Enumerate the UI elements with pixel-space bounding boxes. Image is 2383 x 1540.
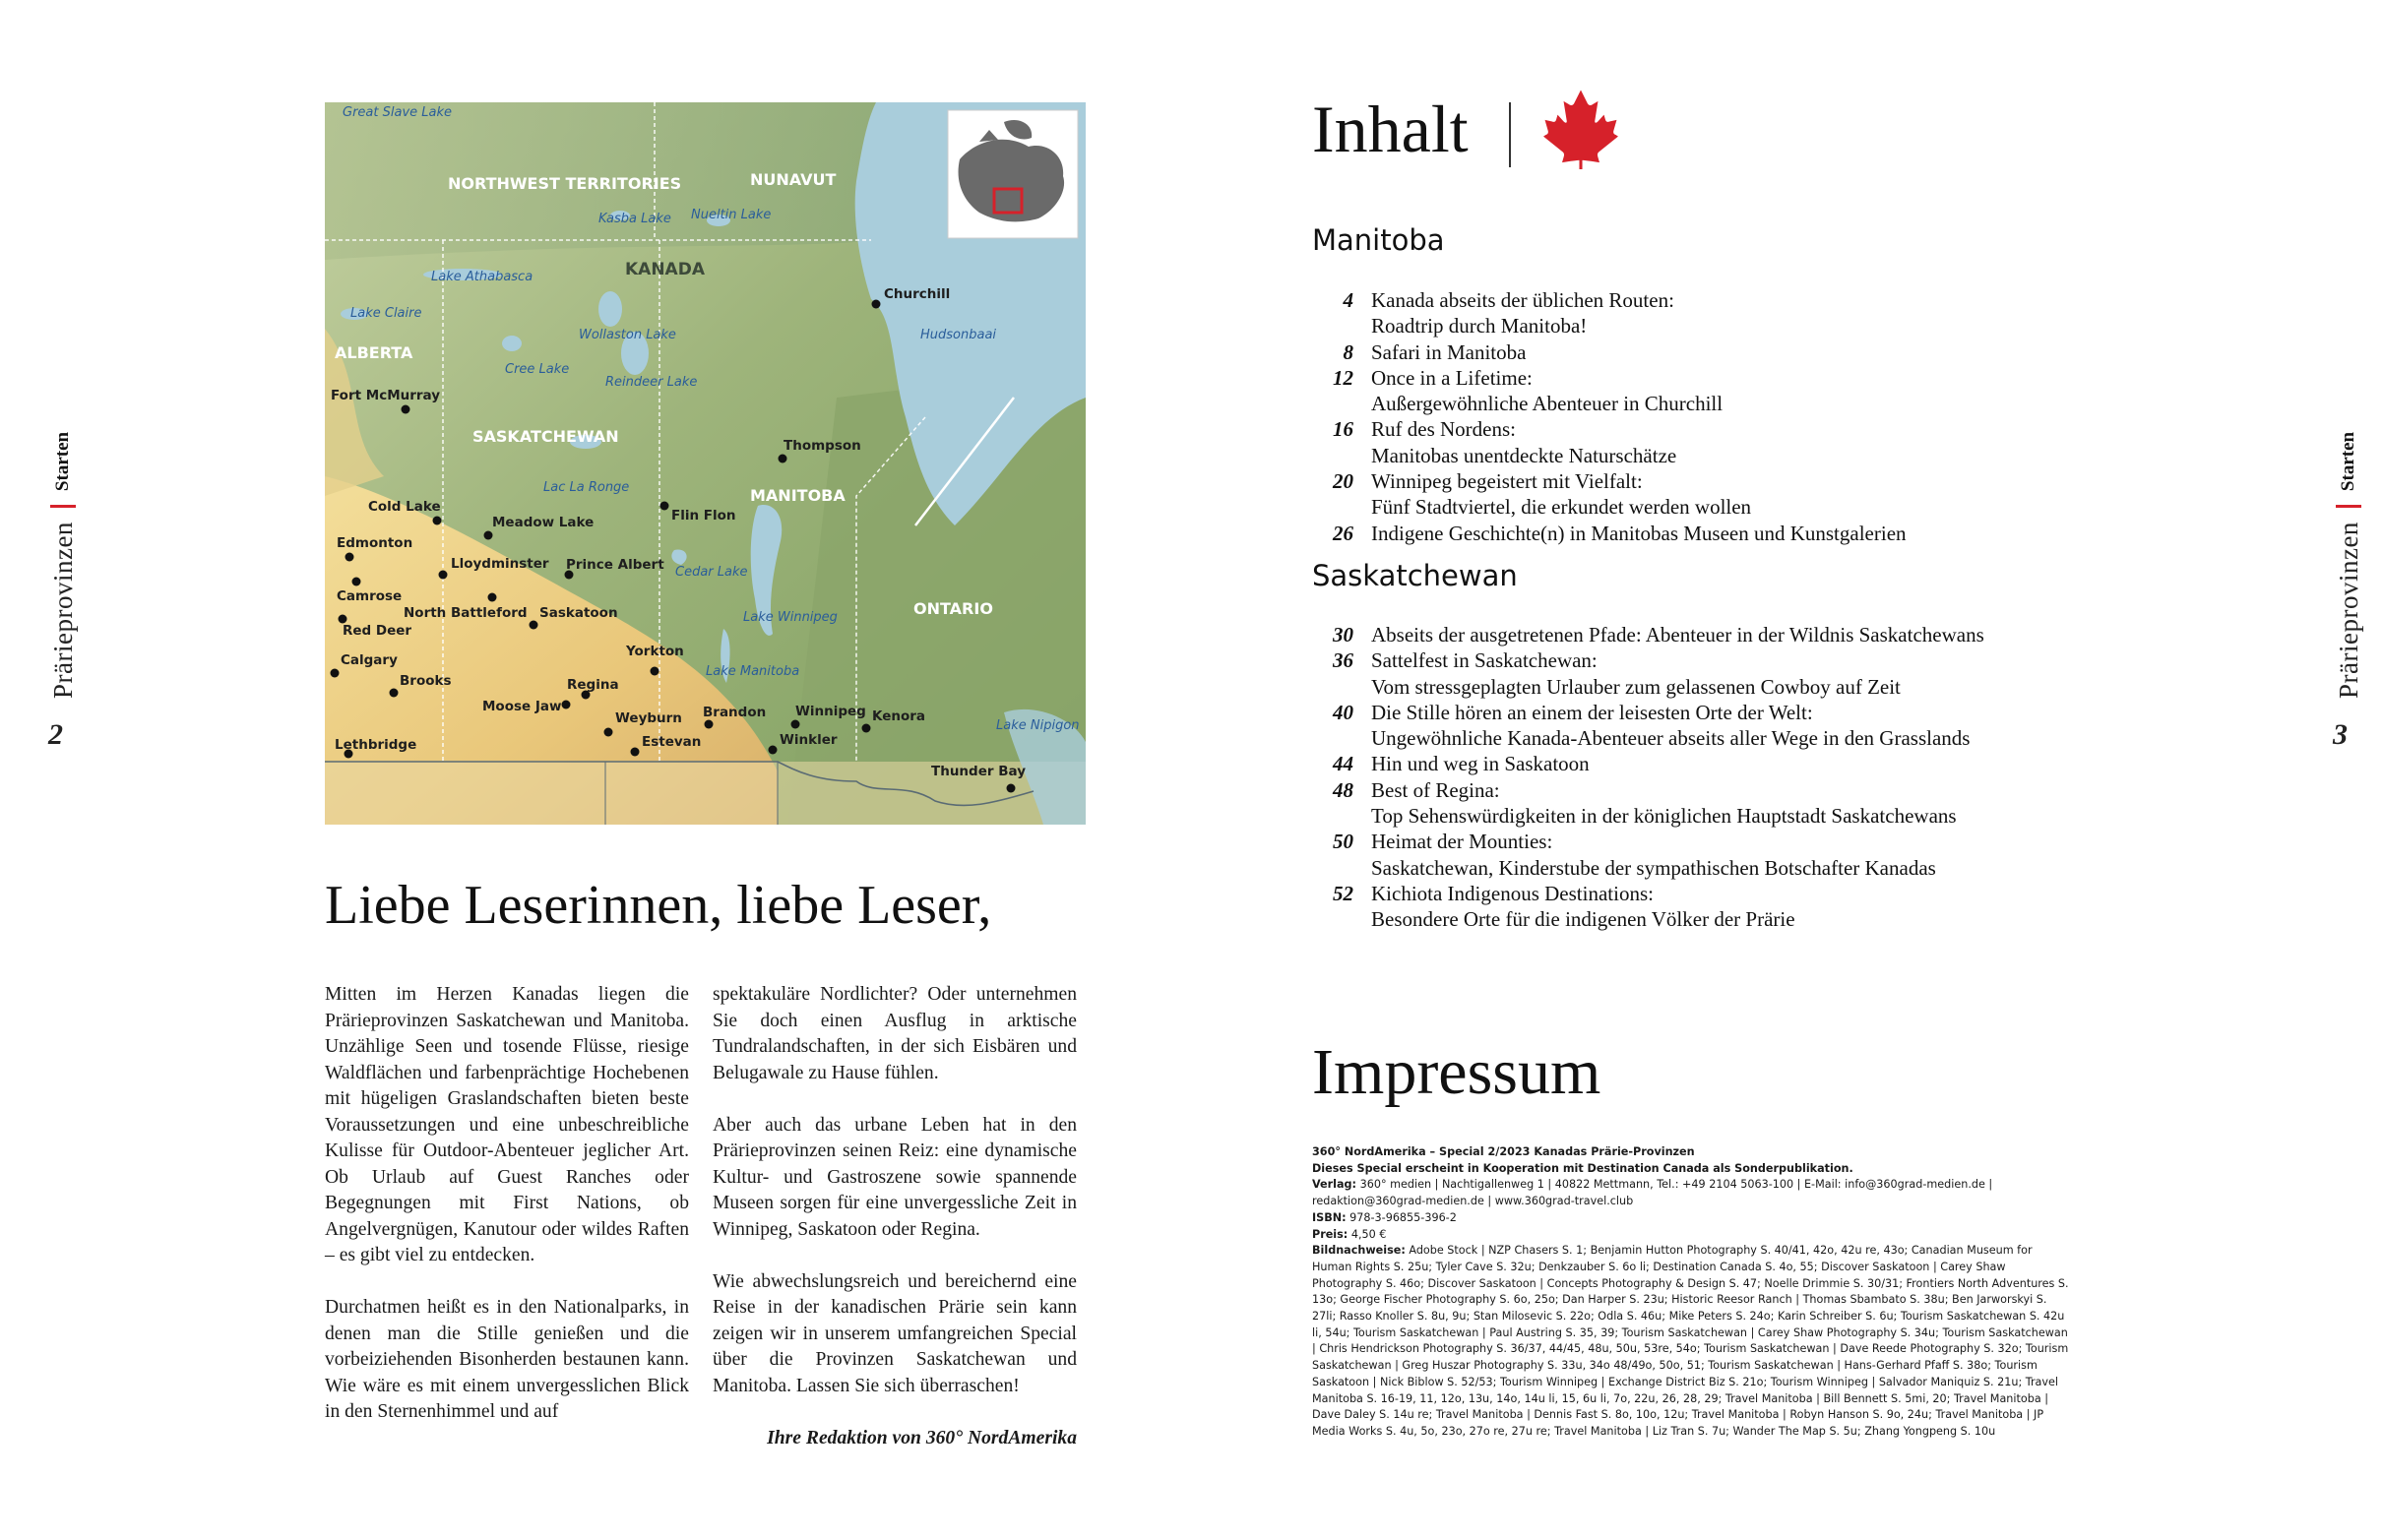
toc-line: Top Sehenswürdigkeiten in der königlichen Hauptstadt Saskatchewans <box>1371 804 1957 829</box>
impressum-credits-text: Adobe Stock | NZP Chasers S. 1; Benjamin Hutton Photography S. 40/41, 42o, 42u re, 43o; Canadian Museum for Human Rights S. 25u; Tyler Cave S. 32u; Denkzauber S. 6o li; Destination Canada S. 4o, 55; Discover Saskatoon | Carey Shaw Photography S. 46o; Discover Saskatoon | Concepts Photography & Design S. 47; Noelle Drimmie S. 30/31; Frontiers North Adventures S. 13o; George Fischer Photography S. 6o, 25o; Dan Harper S. 23u; Historic Reesor Ranch | Thomas Sbambato S. 38u; Ben Jarworskyi S. 27li; Rasso Knoller S. 8u, 9u; Stan Milosevic S. 22o; Odla S. 46u; Mike Peters S. 24o; Karin Schreiber S. 6u; Tourism Saskatchewan S. 42u li, 54u; Tourism Saskatchewan | Paul Austring S. 35, 39; Tourism Saskatchewan | Carey Shaw Photography S. 34u; Tourism Saskatchewan | Chris Hendrickson Photography S. 36/37, 44/45, 48u, 50u, 53re, 54o; Tourism Saskatchewan | Dave Reede Photography S. 32o; Tourism Saskatchewan | Greg Huszar Photography S. 33u, 34o 48/49o, 50o, 51; Tourism Saskatchewan | Hans-Gerhard Pfaff S. 38o; Tourism Saskatoon | Nick Biblow S. 52/53; Tourism Winnipeg | Exchange District Biz S. 21o; Tourism Winnipeg | Salvador Maniquiz S. 21u; Travel Manitoba S. 16-19, 11, 12o, 13u, 14o, 14u li, 15, 6u li, 7o, 22u, 26, 28, 29; Travel Manitoba | Bill Bennett S. 5mi, 20; Travel Manitoba | Dave Daley S. 14u re; Travel Manitoba | Dennis Fast S. 8o, 10o, 12u; Travel Manitoba | Robyn Hanson S. 9o, 24u; Travel Manitoba | JP Media Works S. 4u, 5o, 23o, 27o re, 27u re; Travel Manitoba | Liz Tran S. 7u; Wander The Map S. 5u; Zhang Yongpeng S. 10u <box>1312 1244 2069 1438</box>
toc-entry[interactable] <box>1312 468 2119 521</box>
impressum-isbn <box>1312 1210 2070 1227</box>
map-city-prince-albert: Prince Albert <box>566 557 664 573</box>
impressum-cooperation: Dieses Special erscheint in Kooperation mit Destination Canada als Sonderpublikation. <box>1312 1161 1853 1175</box>
toc-page-number: 16 <box>1333 417 1353 442</box>
impressum-publisher <box>1312 1177 2070 1209</box>
toc-manitoba <box>1312 287 2119 546</box>
toc-line: Fünf Stadtviertel, die erkundet werden wollen <box>1371 495 1752 520</box>
toc-entry[interactable] <box>1312 622 2119 647</box>
editorial-paragraph: spektakuläre Nordlichter? Oder unternehmen Sie doch einen Ausflug in arktische Tundralandschaften, in der sich Eisbären und Belugawale zu Hause fühlen. <box>713 984 1077 1083</box>
map-city-camrose: Camrose <box>337 588 403 604</box>
map-lake-great-slave: Great Slave Lake <box>343 105 453 120</box>
map-city-yorkton: Yorkton <box>626 644 684 659</box>
toc-line: Sattelfest in Saskatchewan: <box>1371 648 1598 673</box>
map-city-brooks: Brooks <box>400 673 452 689</box>
impressum-label: Bildnachweise: <box>1312 1244 1406 1258</box>
map-lake-reindeer: Reindeer Lake <box>605 375 698 390</box>
map-city-thunder-bay: Thunder Bay <box>931 764 1027 779</box>
toc-entry[interactable] <box>1312 647 2119 700</box>
side-label-right <box>2329 246 2368 699</box>
map-lake-kasba: Kasba Lake <box>598 212 671 226</box>
map-city-lloydminster: Lloydminster <box>451 556 549 572</box>
map-lake-winnipeg: Lake Winnipeg <box>743 610 838 625</box>
toc-page-number: 30 <box>1333 623 1353 647</box>
map-city-north-battleford: North Battleford <box>404 605 528 621</box>
toc-saskatchewan <box>1312 622 2119 933</box>
map-city-red-deer: Red Deer <box>343 623 412 639</box>
toc-line: Vom stressgeplagten Urlauber zum gelassenen Cowboy auf Zeit <box>1371 674 1901 699</box>
toc-line: Roadtrip durch Manitoba! <box>1371 314 1588 339</box>
map-city-thompson: Thompson <box>784 438 861 454</box>
toc-line: Best of Regina: <box>1371 777 1500 802</box>
toc-entry[interactable] <box>1312 751 2119 776</box>
toc-line: Hin und weg in Saskatoon <box>1371 752 1590 776</box>
toc-line: Once in a Lifetime: <box>1371 365 1533 390</box>
toc-line: Winnipeg begeistert mit Vielfalt: <box>1371 469 1643 494</box>
toc-page-number: 12 <box>1333 365 1353 390</box>
contents-title: Inhalt <box>1312 92 1469 166</box>
toc-entry[interactable] <box>1312 881 2119 933</box>
impressum-isbn-text: 978-3-96855-396-2 <box>1349 1210 1457 1224</box>
toc-entry[interactable] <box>1312 777 2119 830</box>
toc-entry[interactable] <box>1312 287 2119 339</box>
map-label-kanada: KANADA <box>625 260 705 279</box>
toc-page-number: 44 <box>1333 752 1353 776</box>
map-city-estevan: Estevan <box>642 734 702 750</box>
map-lake-athabasca: Lake Athabasca <box>431 270 533 284</box>
map-city-winkler: Winkler <box>780 732 838 748</box>
toc-line: Ungewöhnliche Kanada-Abenteuer abseits aller Wege in den Grasslands <box>1371 726 1971 751</box>
toc-page-number: 48 <box>1333 777 1353 802</box>
editorial-column-2 <box>713 982 1077 1478</box>
impressum-label: Verlag: <box>1312 1178 1357 1192</box>
map-city-lethbridge: Lethbridge <box>335 737 417 753</box>
impressum-credits <box>1312 1243 2070 1440</box>
side-label-divider <box>2336 505 2361 508</box>
side-label-left <box>43 246 83 699</box>
toc-line: Abseits der ausgetretenen Pfade: Abenteuer in der Wildnis Saskatchewans <box>1371 623 1984 647</box>
impressum-publication: 360° NordAmerika – Special 2/2023 Kanadas Prärie-Provinzen <box>1312 1145 1695 1158</box>
map-city-flin-flon: Flin Flon <box>671 508 736 524</box>
toc-entry[interactable] <box>1312 365 2119 417</box>
map-label-ontario: ONTARIO <box>913 599 993 618</box>
editorial-greeting: Liebe Leserinnen, liebe Leser, <box>325 875 992 936</box>
map-city-kenora: Kenora <box>872 708 926 724</box>
toc-entry[interactable] <box>1312 416 2119 468</box>
toc-line: Besondere Orte für die indigenen Völker der Prärie <box>1371 907 1795 932</box>
toc-entry[interactable] <box>1312 829 2119 881</box>
title-divider <box>1509 102 1511 167</box>
toc-line: Kanada abseits der üblichen Routen: <box>1371 288 1674 312</box>
map-city-regina: Regina <box>567 677 619 693</box>
map-city-calgary: Calgary <box>341 652 398 668</box>
map-label-manitoba: MANITOBA <box>750 486 846 505</box>
map-label-nunavut: NUNAVUT <box>750 170 837 189</box>
map-city-saskatoon: Saskatoon <box>539 605 618 621</box>
map-label-nwt: NORTHWEST TERRITORIES <box>448 174 682 193</box>
toc-entry[interactable] <box>1312 700 2119 752</box>
toc-line: Indigene Geschichte(n) in Manitobas Museen und Kunstgalerien <box>1371 521 1907 545</box>
impressum-title: Impressum <box>1312 1036 1601 1108</box>
side-label-section: Starten <box>52 431 73 492</box>
toc-page-number: 52 <box>1333 881 1353 905</box>
editorial-paragraph: Durchatmen heißt es in den Nationalparks, in denen man die Stille genießen und die vorbeiziehenden Bisonherden bestaunen kann. Wie wäre es mit einem unvergesslichen Blick in den Sternenhimmel und auf <box>325 1297 689 1422</box>
map-lake-hudsonbaai: Hudsonbaai <box>920 328 997 342</box>
section-title-manitoba: Manitoba <box>1312 223 1445 257</box>
toc-entry[interactable] <box>1312 339 2119 365</box>
impressum-price <box>1312 1227 2070 1244</box>
toc-line: Die Stille hören an einem der leisesten Orte der Welt: <box>1371 700 1813 724</box>
page-number-right: 3 <box>2333 718 2348 751</box>
toc-line: Ruf des Nordens: <box>1371 417 1516 442</box>
side-label-province: Prärieprovinzen <box>2333 522 2363 699</box>
toc-line: Außergewöhnliche Abenteuer in Churchill <box>1371 392 1724 416</box>
toc-page-number: 8 <box>1343 339 1353 364</box>
map-city-winnipeg: Winnipeg <box>795 704 866 719</box>
side-label-divider <box>50 505 76 508</box>
map-lake-cedar: Cedar Lake <box>675 565 748 580</box>
toc-line: Kichiota Indigenous Destinations: <box>1371 881 1654 905</box>
editorial-signature: Ihre Redaktion von 360° NordAmerika <box>767 1427 1077 1448</box>
map-city-meadow-lake: Meadow Lake <box>492 515 595 530</box>
toc-page-number: 36 <box>1333 648 1353 673</box>
editorial-paragraph: Wie abwechslungsreich und bereichernd eine Reise in der kanadischen Prärie sein kann zeigen wir in unserem umfangreichen Special über die Provinzen Saskatchewan und Manitoba. Lassen Sie sich überraschen! <box>713 1270 1077 1396</box>
editorial-paragraph: Mitten im Herzen Kanadas liegen die Prärieprovinzen Saskatchewan und Manitoba. Unzählige Seen und tosende Flüsse, riesige Waldflächen und farbenprächtige Hochebenen mit hügeligen Graslandschaften bieten beste Voraussetzungen und eine unbeschreibliche Kulisse für Outdoor-Abenteuer jeglicher Art. Ob Urlaub auf Guest Ranches oder Begegnungen mit First Nations, ob Angelvergnügen, Kanutour oder wildes Raften – es gibt viel zu entdecken. <box>325 984 689 1265</box>
toc-page-number: 50 <box>1333 830 1353 854</box>
page-number-left: 2 <box>48 718 63 751</box>
region-map <box>325 102 1086 825</box>
section-title-saskatchewan: Saskatchewan <box>1312 559 1518 592</box>
editorial-paragraph: Aber auch das urbane Leben hat in den Prärieprovinzen seinen Reiz: eine dynamische Kultur- und Gastroszene sowie spannende Museen sorgen für eine unvergessliche Zeit in Winnipeg, Saskatoon oder Regina. <box>713 1114 1077 1240</box>
map-lake-nipigon: Lake Nipigon <box>996 718 1080 733</box>
map-lake-la-ronge: Lac La Ronge <box>543 480 630 495</box>
toc-page-number: 4 <box>1343 288 1353 312</box>
impressum-price-text: 4,50 € <box>1350 1227 1387 1241</box>
side-label-section: Starten <box>2338 431 2358 492</box>
impressum-label: Preis: <box>1312 1227 1348 1241</box>
map-city-cold-lake: Cold Lake <box>368 499 441 515</box>
map-inset-canada <box>948 110 1078 238</box>
map-city-weyburn: Weyburn <box>615 710 682 726</box>
toc-line: Heimat der Mounties: <box>1371 830 1553 854</box>
toc-line: Manitobas unentdeckte Naturschätze <box>1371 443 1677 467</box>
map-lake-manitoba: Lake Manitoba <box>706 664 800 679</box>
map-city-brandon: Brandon <box>703 705 767 720</box>
map-lake-wollaston: Wollaston Lake <box>579 328 676 342</box>
map-city-edmonton: Edmonton <box>337 535 413 551</box>
editorial-column-1 <box>325 982 689 1451</box>
impressum-label: ISBN: <box>1312 1210 1347 1224</box>
map-city-moose-jaw: Moose Jaw <box>482 699 562 714</box>
maple-leaf-icon <box>1543 89 1618 174</box>
toc-page-number: 26 <box>1333 521 1353 545</box>
map-lake-nueltin: Nueltin Lake <box>691 208 772 222</box>
toc-page-number: 20 <box>1333 469 1353 494</box>
impressum-body <box>1312 1144 2070 1441</box>
map-label-alberta: ALBERTA <box>335 343 413 362</box>
map-city-fort-mcmurray: Fort McMurray <box>331 388 441 403</box>
toc-line: Safari in Manitoba <box>1371 339 1527 364</box>
side-label-province: Prärieprovinzen <box>47 522 78 699</box>
toc-page-number: 40 <box>1333 700 1353 724</box>
toc-line: Saskatchewan, Kinderstube der sympathischen Botschafter Kanadas <box>1371 855 1936 880</box>
toc-entry[interactable] <box>1312 521 2119 546</box>
impressum-publisher-text: 360° medien | Nachtigallenweg 1 | 40822 Mettmann, Tel.: +49 2104 5063-100 | E-Mail: info@360grad-medien.de | redaktion@360grad-medien.de | www.360grad-travel.club <box>1312 1178 1993 1208</box>
map-city-churchill: Churchill <box>884 286 951 302</box>
map-label-saskatchewan: SASKATCHEWAN <box>472 427 619 446</box>
map-lake-claire: Lake Claire <box>350 306 422 321</box>
map-lake-cree: Cree Lake <box>505 362 570 377</box>
